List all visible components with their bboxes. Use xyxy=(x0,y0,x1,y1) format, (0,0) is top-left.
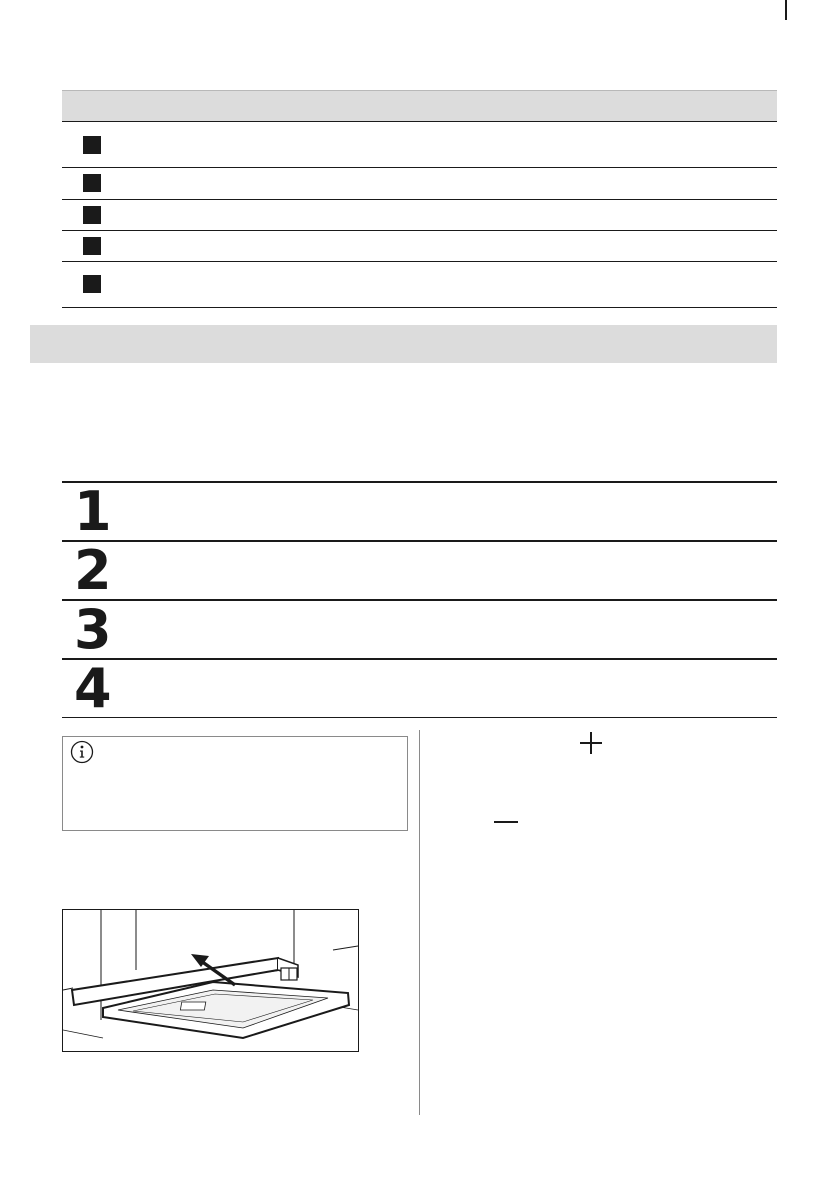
symbol-table-row xyxy=(62,262,777,308)
page-marker-line xyxy=(785,0,787,20)
black-square-icon xyxy=(83,275,101,293)
info-note-box xyxy=(62,736,408,831)
plus-icon xyxy=(578,730,604,756)
step-number: 1 xyxy=(74,480,110,543)
black-square-icon xyxy=(83,206,101,224)
symbol-table xyxy=(62,90,777,308)
step-number: 2 xyxy=(74,539,110,602)
minus-icon xyxy=(494,820,518,824)
steps-table xyxy=(62,481,777,718)
step-row xyxy=(62,658,777,718)
symbol-table-row xyxy=(62,122,777,168)
symbol-table-row xyxy=(62,200,777,231)
step-number: 4 xyxy=(74,657,110,720)
info-icon xyxy=(70,740,94,764)
symbol-table-row xyxy=(62,231,777,262)
black-square-icon xyxy=(83,174,101,192)
black-square-icon xyxy=(83,237,101,255)
black-square-icon xyxy=(83,136,101,154)
step-number: 3 xyxy=(74,598,110,661)
symbol-table-header xyxy=(62,90,777,122)
cooker-hood-illustration xyxy=(62,909,359,1052)
step-row xyxy=(62,598,777,661)
step-row xyxy=(62,480,777,543)
step-row xyxy=(62,539,777,602)
column-divider xyxy=(419,730,420,1115)
symbol-table-row xyxy=(62,168,777,200)
section-header-band xyxy=(30,325,777,363)
